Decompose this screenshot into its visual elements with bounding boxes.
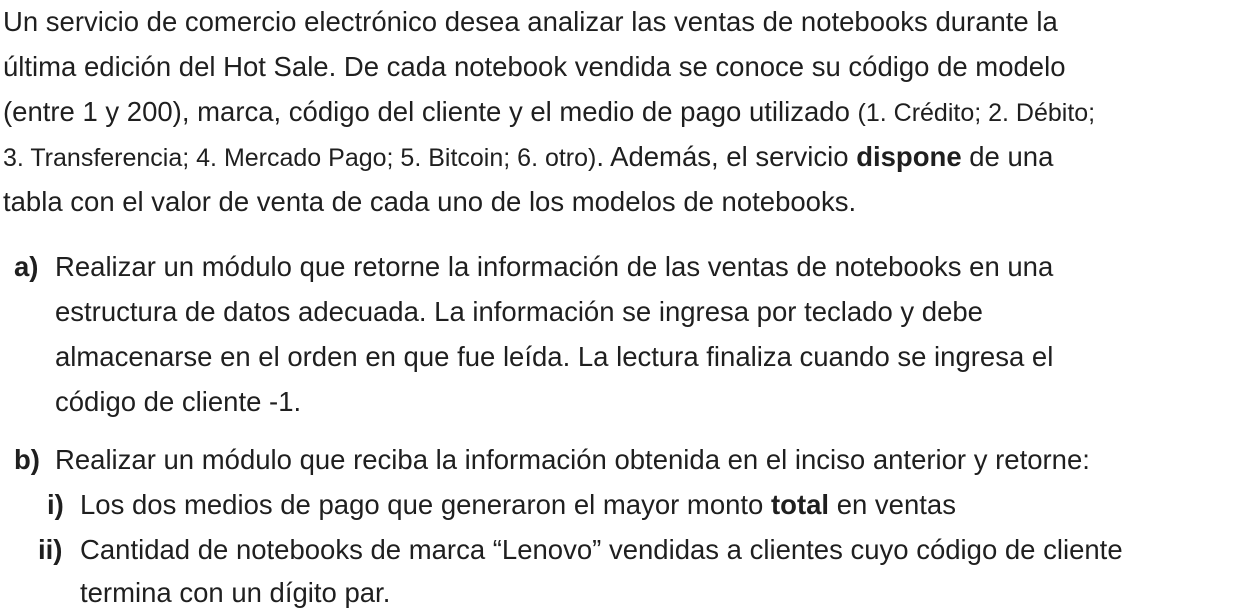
item-b-i-text (80, 487, 956, 523)
intro-line-4-main: . Además, el servicio (596, 141, 857, 172)
item-a-line-4: código de cliente -1. (55, 386, 302, 417)
item-b-i-marker: i) (47, 489, 64, 520)
intro-line-5: tabla con el valor de venta de cada uno de los modelos de notebooks. (3, 186, 857, 217)
intro-bold-word: dispone (856, 141, 962, 172)
item-b-ii-line-2: termina con un dígito par. (80, 577, 391, 608)
intro-line-3 (3, 94, 1095, 131)
item-b-marker: b) (14, 444, 40, 475)
payment-methods-list-start: (1. Crédito; 2. Débito; (857, 99, 1096, 127)
item-b-ii-marker: ii) (38, 534, 63, 565)
item-b-ii-line-1: Cantidad de notebooks de marca “Lenovo” vendidas a clientes cuyo código de cliente (80, 534, 1123, 565)
intro-line-1: Un servicio de comercio electrónico desea analizar las ventas de notebooks durante la (3, 6, 1058, 37)
item-b-i-bold-word: total (771, 489, 830, 520)
intro-line-2: última edición del Hot Sale. De cada notebook vendida se conoce su código de modelo (3, 51, 1066, 82)
item-a-line-2: estructura de datos adecuada. La información se ingresa por teclado y debe (55, 296, 983, 327)
payment-methods-list-end: 3. Transferencia; 4. Mercado Pago; 5. Bitcoin; 6. otro) (3, 144, 597, 172)
item-a-marker: a) (14, 251, 39, 282)
item-a-line-1: Realizar un módulo que retorne la información de las ventas de notebooks en una (55, 251, 1054, 282)
item-b-i-text-end: en ventas (829, 489, 956, 520)
item-b-i-text-start: Los dos medios de pago que generaron el mayor monto (80, 489, 771, 520)
intro-line-3-main: (entre 1 y 200), marca, código del cliente y el medio de pago utilizado (3, 96, 858, 127)
intro-line-4-end: de una (961, 141, 1054, 172)
intro-line-4 (3, 139, 1053, 176)
item-a-line-3: almacenarse en el orden en que fue leída. La lectura finaliza cuando se ingresa el (55, 341, 1054, 372)
item-b-line-1: Realizar un módulo que reciba la información obtenida en el inciso anterior y retorne: (55, 444, 1090, 475)
